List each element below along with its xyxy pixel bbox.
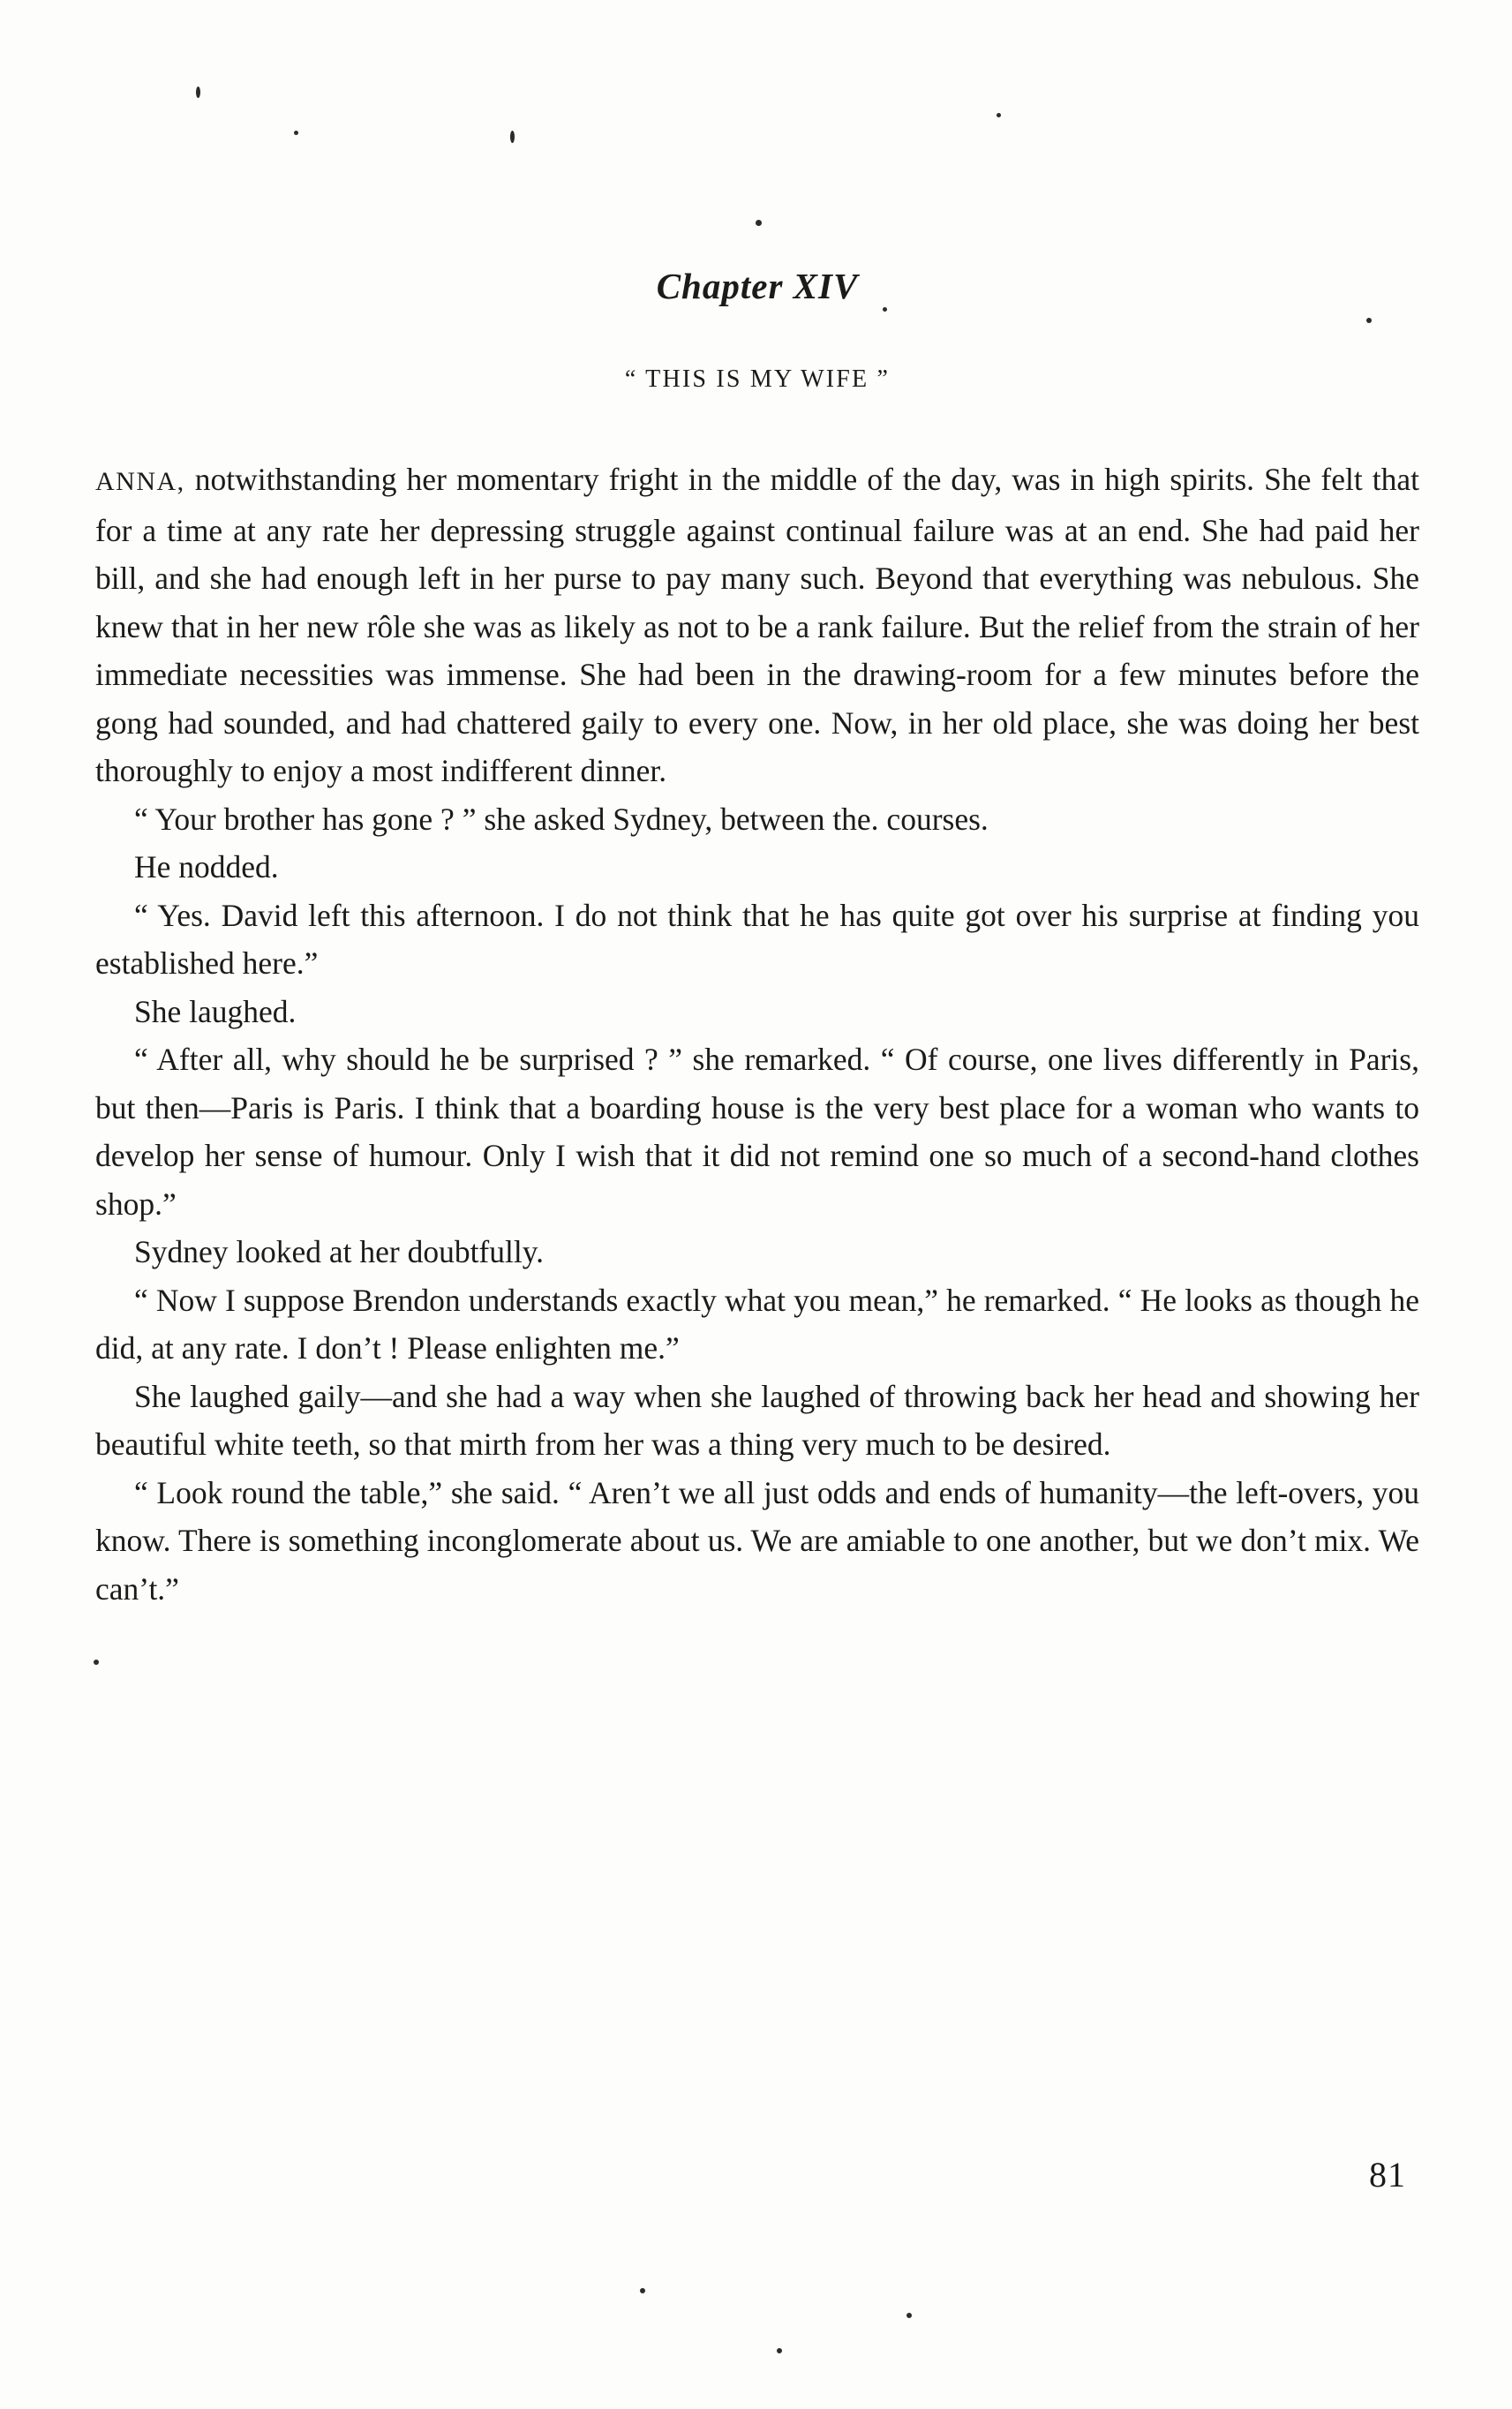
paragraph: He nodded. xyxy=(134,849,279,885)
page-speck xyxy=(196,87,200,98)
page-speck xyxy=(510,131,515,143)
paragraph: “ Now I suppose Brendon understands exactly what you mean,” he remarked. “ He looks as though he did, at any rate. I don’t ! Please enlighten me.” xyxy=(95,1282,1419,1366)
page-speck xyxy=(94,1660,99,1665)
paragraph-opening xyxy=(95,455,1419,795)
paragraph: She laughed gaily—and she had a way when she laughed of throwing back her head and showing her beautiful white teeth, so that mirth from her was a thing very much to be desired. xyxy=(95,1378,1419,1462)
chapter-heading: Chapter XIV xyxy=(656,266,859,306)
chapter-body xyxy=(95,455,1419,1613)
paragraph: “ After all, why should he be surprised ? ” she remarked. “ Of course, one lives differently in Paris, but then—Paris is Paris. I think that a boarding house is the very best place for a woman who wants to develop her sense of humour. Only I wish that it did not remind one so much of a second-hand clothes shop.” xyxy=(95,1042,1419,1222)
page-content xyxy=(95,265,1419,1613)
paragraph: Sydney looked at her doubtfully. xyxy=(134,1234,545,1269)
chapter-subtitle: “ THIS IS MY WIFE ” xyxy=(624,365,891,393)
paragraph: “ Yes. David left this afternoon. I do not think that he has quite got over his surprise at finding you established here.” xyxy=(95,897,1419,981)
page-speck xyxy=(640,2288,645,2293)
page-speck xyxy=(777,2348,782,2353)
paragraph: “ Look round the table,” she said. “ Aren’t we all just odds and ends of humanity—the left-overs, you know. There is something inconglomerate about us. We are amiable to one another, but we don’t mix. We can’t.” xyxy=(95,1474,1419,1607)
page-number: 81 xyxy=(1369,2155,1406,2194)
page-speck xyxy=(294,131,298,135)
paragraph-text: notwithstanding her momentary fright in the middle of the day, was in high spirits. She felt that for a time at any rate her depressing struggle against continual failure was at an end. She had paid her bill, and she had enough left in her purse to pay many such. Beyond that everything was nebulous. She knew that in her new rôle she was as likely as not to be a rank failure. But the relief from the strain of her immediate necessities was immense. She had been in the drawing-room for a few minutes before the gong had sounded, and had chattered gaily to every one. Now, in her old place, she was doing her best thoroughly to enjoy a most indifferent dinner. xyxy=(95,462,1419,788)
page-speck xyxy=(756,220,762,226)
opening-smallcaps-word: ANNA, xyxy=(95,467,185,496)
paragraph: She laughed. xyxy=(134,993,297,1029)
paragraph: “ Your brother has gone ? ” she asked Sydney, between the. courses. xyxy=(134,801,989,837)
page-speck xyxy=(997,113,1001,117)
page-speck xyxy=(906,2313,912,2318)
